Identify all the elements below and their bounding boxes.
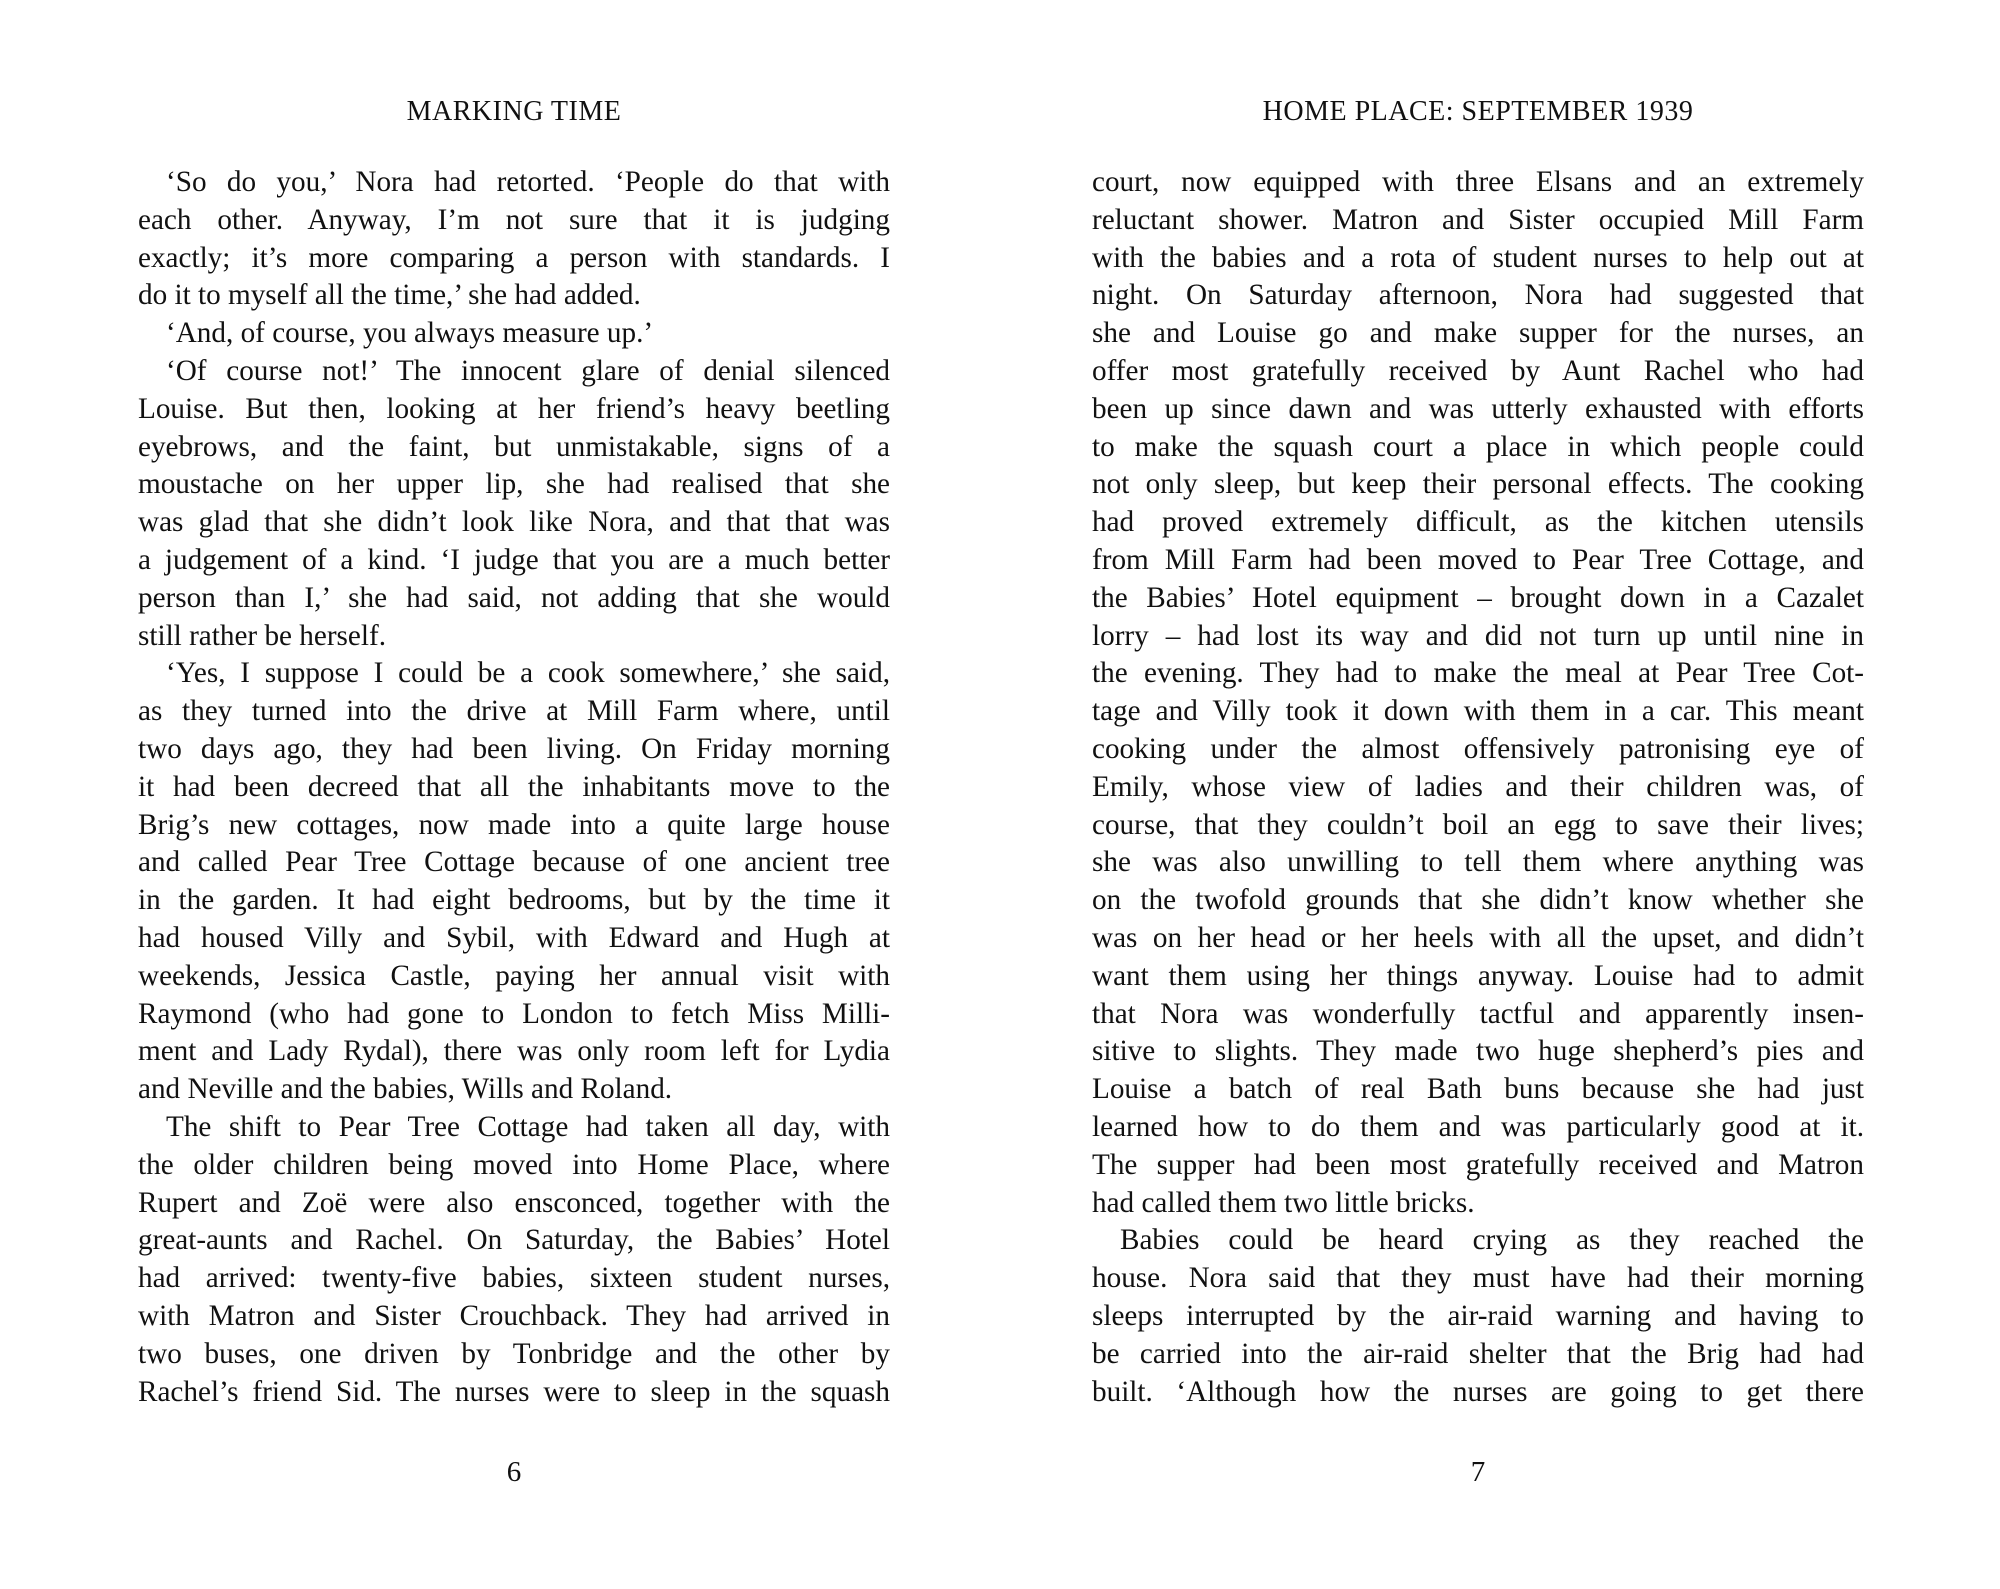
right-page <box>1092 0 1864 1589</box>
text-line: in the garden. It had eight bedrooms, but by the time it <box>138 884 890 917</box>
text-line: sitive to slights. They made two huge shepherd’s pies and <box>1092 1035 1864 1068</box>
text-line: eyebrows, and the faint, but unmistakable, signs of a <box>138 430 890 463</box>
text-line: Emily, whose view of ladies and their children was, of <box>1092 770 1864 803</box>
text-line: to make the squash court a place in which people could <box>1092 430 1864 463</box>
text-line: Raymond (who had gone to London to fetch Miss Milli- <box>138 997 890 1030</box>
text-line: exactly; it’s more comparing a person with standards. I <box>138 241 890 274</box>
text-line: learned how to do them and was particularly good at it. <box>1092 1110 1864 1143</box>
text-line: ‘Yes, I suppose I could be a cook somewhere,’ she said, <box>166 657 890 690</box>
text-line: court, now equipped with three Elsans and an extremely <box>1092 166 1864 198</box>
text-line: and Neville and the babies, Wills and Roland. <box>138 1073 673 1106</box>
text-line: person than I,’ she had said, not adding that she would <box>138 581 890 614</box>
text-line: had proved extremely difficult, as the kitchen utensils <box>1092 506 1864 539</box>
text-line: the Babies’ Hotel equipment – brought down in a Cazalet <box>1092 581 1864 614</box>
text-line: been up since dawn and was utterly exhausted with efforts <box>1092 392 1864 425</box>
text-line: Rachel’s friend Sid. The nurses were to sleep in the squash <box>138 1375 890 1408</box>
text-line: be carried into the air-raid shelter that the Brig had had <box>1092 1337 1864 1370</box>
text-line: want them using her things anyway. Louise had to admit <box>1092 959 1864 992</box>
text-line: night. On Saturday afternoon, Nora had suggested that <box>1092 279 1864 312</box>
text-line: The shift to Pear Tree Cottage had taken all day, with <box>166 1110 890 1143</box>
text-line: ‘And, of course, you always measure up.’ <box>166 317 654 350</box>
text-line: Louise a batch of real Bath buns because she had just <box>1092 1073 1864 1106</box>
text-line: course, that they couldn’t boil an egg to save their lives; <box>1092 808 1864 841</box>
text-line: and called Pear Tree Cottage because of one ancient tree <box>138 846 890 879</box>
text-line: still rather be herself. <box>138 619 386 652</box>
text-line: on the twofold grounds that she didn’t know whether she <box>1092 884 1864 917</box>
text-line: Rupert and Zoë were also ensconced, together with the <box>138 1186 890 1219</box>
text-line: ‘Of course not!’ The innocent glare of denial silenced <box>166 354 890 387</box>
text-line: had housed Villy and Sybil, with Edward and Hugh at <box>138 921 890 954</box>
page-number: 6 <box>506 1456 522 1488</box>
text-line: as they turned into the drive at Mill Farm where, until <box>138 695 890 728</box>
text-line: tage and Villy took it down with them in a car. This meant <box>1092 695 1864 728</box>
text-line: ‘So do you,’ Nora had retorted. ‘People do that with <box>166 166 890 198</box>
text-line: reluctant shower. Matron and Sister occupied Mill Farm <box>1092 203 1864 236</box>
text-line: offer most gratefully received by Aunt Rachel who had <box>1092 354 1864 387</box>
text-line: the evening. They had to make the meal at Pear Tree Cot- <box>1092 657 1864 690</box>
text-line: great-aunts and Rachel. On Saturday, the Babies’ Hotel <box>138 1224 890 1257</box>
text-line: was glad that she didn’t look like Nora, and that that was <box>138 506 890 539</box>
text-line: two days ago, they had been living. On Friday morning <box>138 732 890 765</box>
text-line: two buses, one driven by Tonbridge and the other by <box>138 1337 890 1370</box>
body-text <box>138 164 890 1411</box>
text-line: a judgement of a kind. ‘I judge that you are a much better <box>138 543 890 576</box>
text-line: had arrived: twenty-five babies, sixteen student nurses, <box>138 1262 890 1295</box>
text-line: was on her head or her heels with all the upset, and didn’t <box>1092 921 1864 954</box>
text-line: the older children being moved into Home Place, where <box>138 1148 890 1181</box>
text-line: The supper had been most gratefully received and Matron <box>1092 1148 1864 1181</box>
page-number: 7 <box>1470 1456 1486 1488</box>
running-head: MARKING TIME <box>406 96 622 127</box>
body-text <box>1092 164 1864 1411</box>
text-line: sleeps interrupted by the air-raid warning and having to <box>1092 1299 1864 1332</box>
text-line: weekends, Jessica Castle, paying her annual visit with <box>138 959 890 992</box>
text-line: that Nora was wonderfully tactful and apparently insen- <box>1092 997 1864 1030</box>
text-line: Brig’s new cottages, now made into a quite large house <box>138 808 890 841</box>
text-line: Louise. But then, looking at her friend’s heavy beetling <box>138 392 890 425</box>
text-line: with Matron and Sister Crouchback. They had arrived in <box>138 1299 890 1332</box>
text-line: with the babies and a rota of student nurses to help out at <box>1092 241 1864 274</box>
text-line: had called them two little bricks. <box>1092 1186 1475 1219</box>
text-line: cooking under the almost offensively patronising eye of <box>1092 732 1864 765</box>
text-line: each other. Anyway, I’m not sure that it is judging <box>138 203 890 236</box>
text-line: from Mill Farm had been moved to Pear Tree Cottage, and <box>1092 543 1864 576</box>
text-line: it had been decreed that all the inhabitants move to the <box>138 770 890 803</box>
text-line: ment and Lady Rydal), there was only room left for Lydia <box>138 1035 890 1068</box>
text-line: moustache on her upper lip, she had realised that she <box>138 468 890 501</box>
text-line: Babies could be heard crying as they reached the <box>1120 1224 1864 1257</box>
text-line: not only sleep, but keep their personal effects. The cooking <box>1092 468 1864 501</box>
text-line: lorry – had lost its way and did not turn up until nine in <box>1092 619 1864 652</box>
text-line: built. ‘Although how the nurses are going to get there <box>1092 1375 1864 1408</box>
text-line: she and Louise go and make supper for the nurses, an <box>1092 317 1864 350</box>
text-line: do it to myself all the time,’ she had added. <box>138 279 641 312</box>
left-page <box>138 0 890 1589</box>
text-line: house. Nora said that they must have had their morning <box>1092 1262 1864 1295</box>
running-head: HOME PLACE: SEPTEMBER 1939 <box>1262 96 1694 127</box>
text-line: she was also unwilling to tell them where anything was <box>1092 846 1864 879</box>
